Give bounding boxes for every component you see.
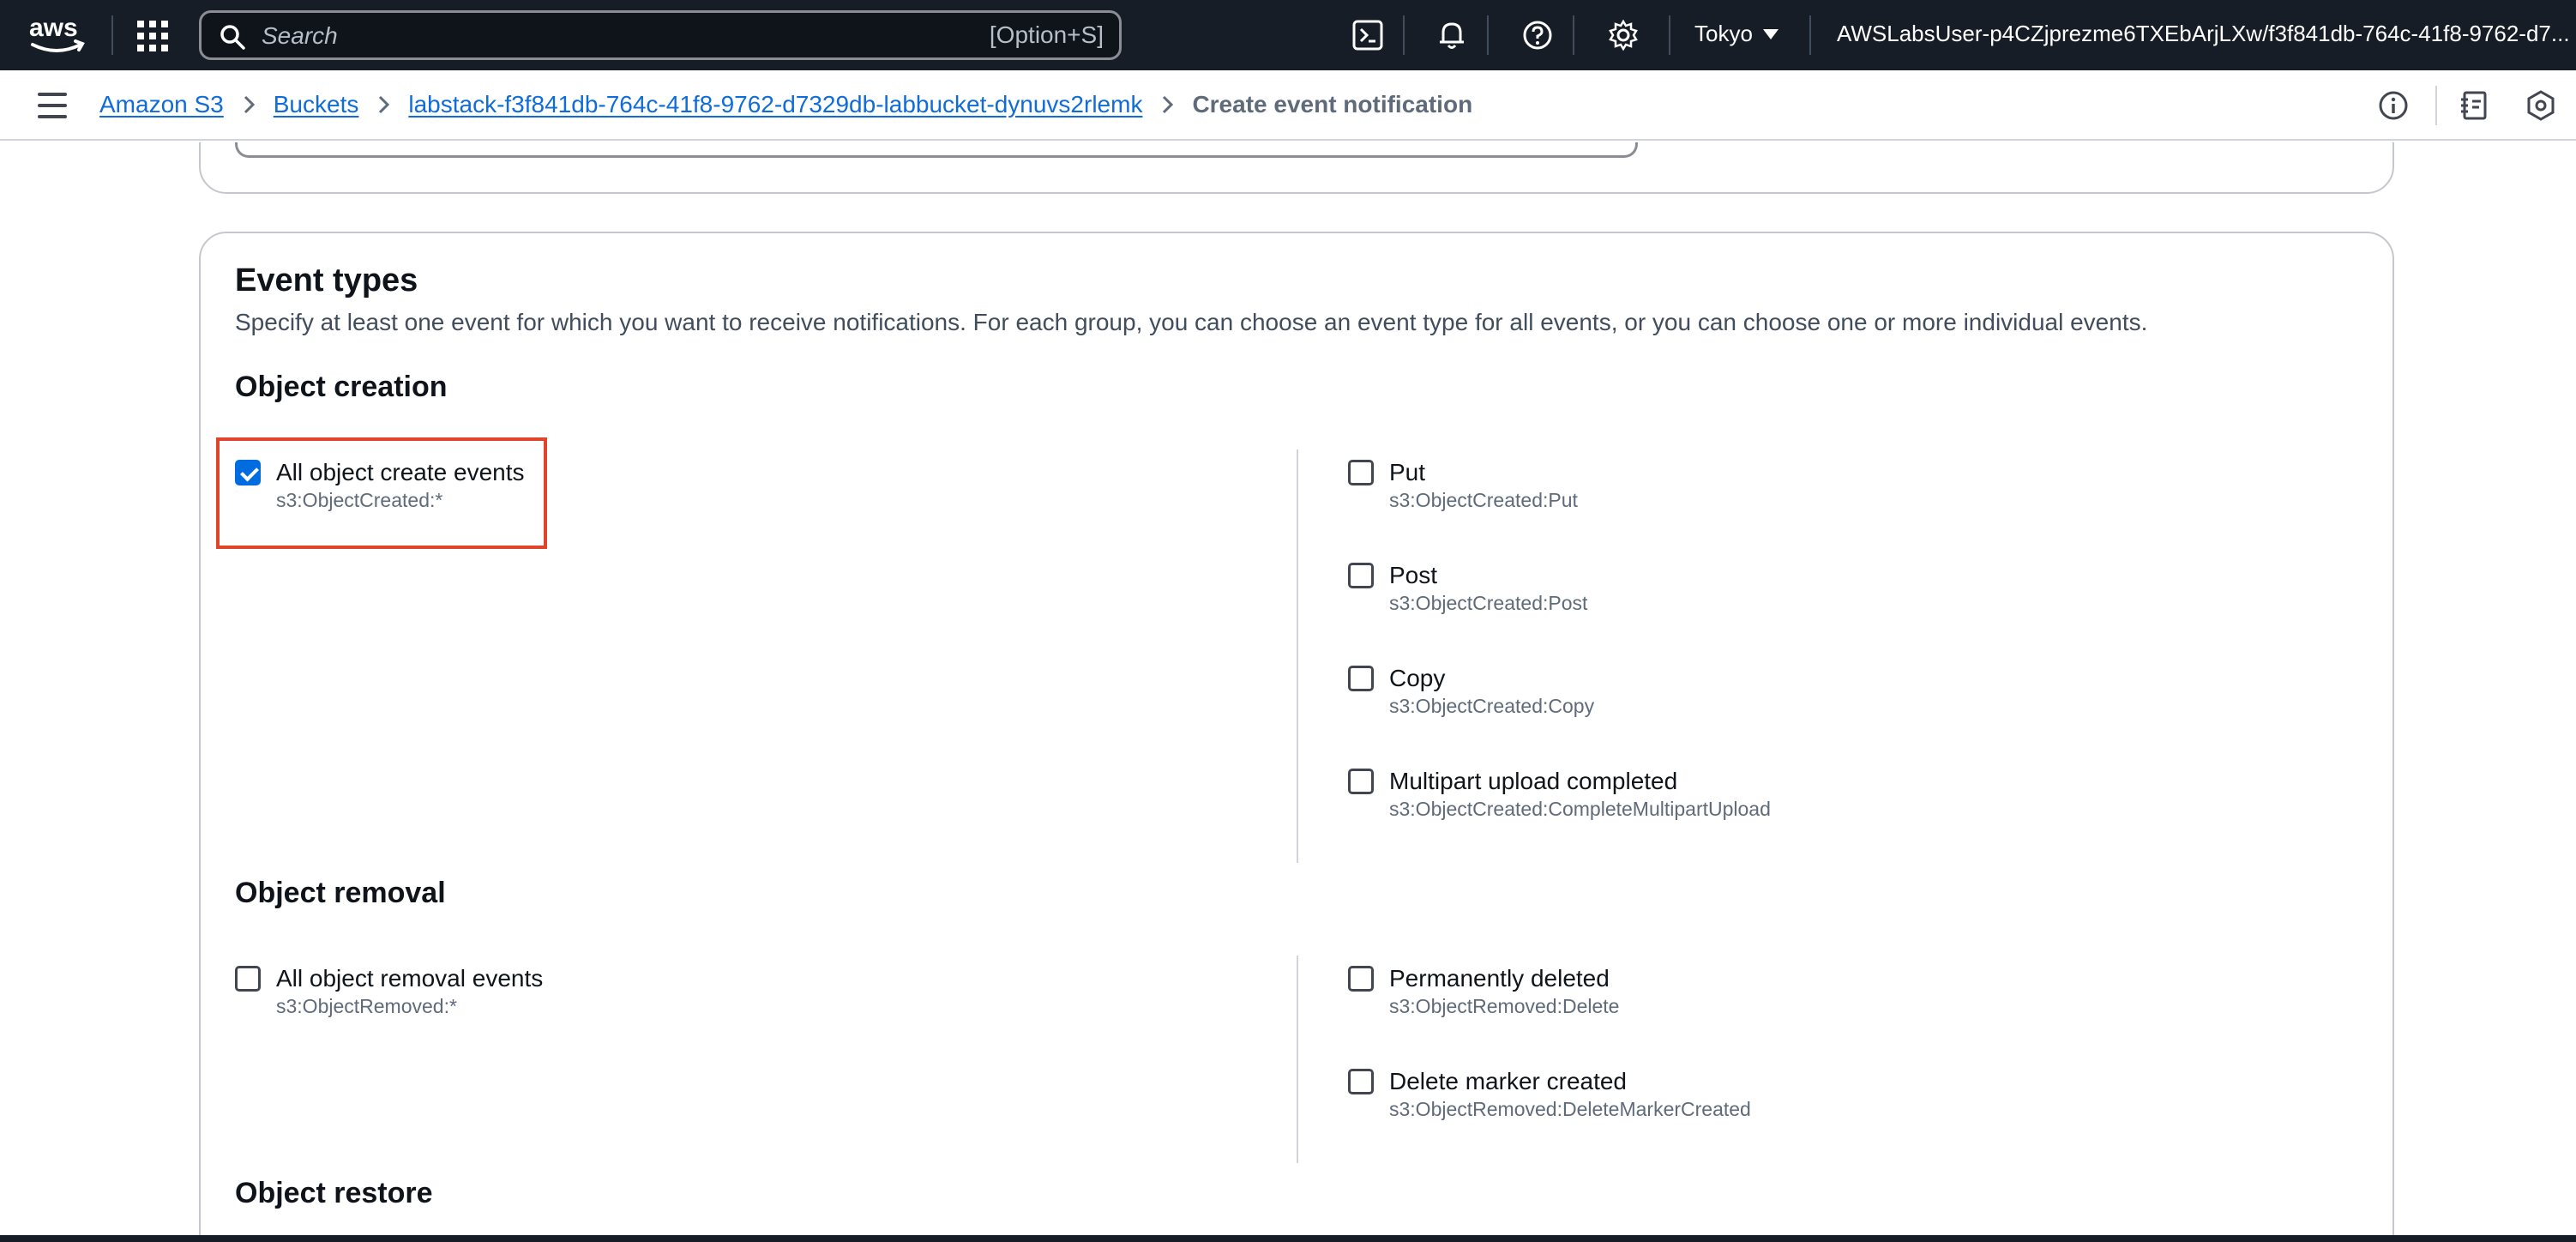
bottom-bar — [0, 1235, 2576, 1242]
object-restore-title: Object restore — [235, 1177, 433, 1209]
event-types-card — [199, 232, 2394, 1237]
checkbox[interactable] — [1348, 563, 1374, 588]
gear-icon[interactable] — [1607, 19, 1640, 51]
breadcrumb-link-bucket[interactable]: labstack-f3f841db-764c-41f8-9762-d7329db-labbucket-dynuvs2rlemk — [408, 91, 1143, 118]
chevron-right-icon — [372, 93, 394, 116]
search-box[interactable] — [199, 10, 1122, 60]
checkbox[interactable] — [1348, 1069, 1374, 1094]
checkbox-multipart-upload-completed[interactable] — [1348, 767, 1771, 822]
option-label: Permanently deleted — [1389, 965, 1610, 992]
separator — [2435, 86, 2437, 125]
services-grid-icon[interactable] — [137, 21, 168, 51]
main-content — [0, 142, 2576, 1237]
option-label: Multipart upload completed — [1389, 768, 1678, 794]
option-label: All object removal events — [276, 965, 544, 992]
option-event-name: s3:ObjectCreated:Post — [1389, 592, 1588, 614]
option-event-name: s3:ObjectRemoved:* — [276, 995, 457, 1017]
top-navigation — [0, 0, 2576, 70]
nav-separator — [1403, 15, 1405, 55]
checkbox[interactable] — [1348, 966, 1374, 992]
event-types-title: Event types — [235, 262, 418, 298]
bell-icon[interactable] — [1435, 19, 1468, 51]
account-menu[interactable] — [1837, 21, 2576, 47]
svg-text:aws: aws — [29, 14, 78, 42]
breadcrumb-link-buckets[interactable]: Buckets — [273, 91, 359, 118]
checkbox-delete-marker-created[interactable] — [1348, 1067, 1751, 1122]
nav-separator — [111, 15, 113, 55]
checkbox-post[interactable] — [1348, 561, 1587, 616]
option-event-name: s3:ObjectCreated:CompleteMultipartUpload — [1389, 798, 1771, 820]
column-divider — [1297, 956, 1298, 1163]
caret-down-icon — [1763, 29, 1779, 39]
option-label: Post — [1389, 562, 1438, 588]
search-icon — [219, 23, 246, 51]
region-selector[interactable] — [1694, 21, 1779, 47]
option-label: Put — [1389, 459, 1426, 485]
column-divider — [1297, 449, 1298, 863]
checkbox-permanently-deleted[interactable] — [1348, 964, 1619, 1019]
previous-section-card — [199, 142, 2394, 194]
region-label: Tokyo — [1694, 21, 1753, 46]
checkbox[interactable] — [1348, 666, 1374, 691]
cloudshell-icon[interactable] — [1351, 19, 1384, 51]
settings-hex-icon[interactable] — [2525, 89, 2557, 122]
checkbox[interactable] — [235, 966, 261, 992]
option-event-name: s3:ObjectRemoved:Delete — [1389, 995, 1620, 1017]
breadcrumb-link-amazon-s3[interactable]: Amazon S3 — [99, 91, 224, 118]
object-removal-title: Object removal — [235, 877, 446, 909]
option-event-name: s3:ObjectCreated:* — [276, 489, 443, 511]
checkbox[interactable] — [1348, 460, 1374, 485]
option-event-name: s3:ObjectCreated:Put — [1389, 489, 1578, 511]
chevron-right-icon — [1156, 93, 1178, 116]
info-icon[interactable] — [2377, 89, 2410, 122]
notes-icon[interactable] — [2458, 89, 2490, 122]
breadcrumb-current: Create event notification — [1192, 91, 1473, 118]
search-shortcut-hint: [Option+S] — [989, 21, 1104, 48]
checkbox-all-object-removal-events[interactable] — [235, 964, 543, 1019]
option-label: Delete marker created — [1389, 1068, 1628, 1094]
chevron-right-icon — [238, 93, 260, 116]
nav-separator — [1809, 15, 1811, 55]
option-label: All object create events — [276, 459, 525, 485]
option-event-name: s3:ObjectRemoved:DeleteMarkerCreated — [1389, 1098, 1751, 1120]
nav-separator — [1573, 15, 1574, 55]
checkbox-copy[interactable] — [1348, 664, 1594, 719]
highlight-box — [216, 437, 547, 549]
object-creation-title: Object creation — [235, 371, 448, 403]
nav-separator — [1669, 15, 1670, 55]
suffix-input[interactable] — [235, 142, 1638, 158]
checkbox[interactable] — [1348, 769, 1374, 794]
help-icon[interactable] — [1521, 19, 1554, 51]
checkbox-put[interactable] — [1348, 458, 1578, 513]
option-event-name: s3:ObjectCreated:Copy — [1389, 695, 1595, 717]
account-label: AWSLabsUser-p4CZjprezme6TXEbArjLXw/f3f841db-764c-41f8-9762-d7... — [1837, 21, 2570, 46]
option-label: Copy — [1389, 665, 1446, 691]
menu-icon[interactable] — [38, 93, 67, 118]
event-types-description: Specify at least one event for which you want to receive notifications. For each group, you can choose an event type for all events, or you can choose one or more individual events. — [235, 309, 2148, 335]
nav-separator — [1487, 15, 1489, 55]
search-input[interactable] — [262, 20, 948, 52]
breadcrumb-bar — [0, 70, 2576, 141]
breadcrumb — [99, 91, 1472, 118]
aws-logo[interactable] — [27, 12, 87, 57]
